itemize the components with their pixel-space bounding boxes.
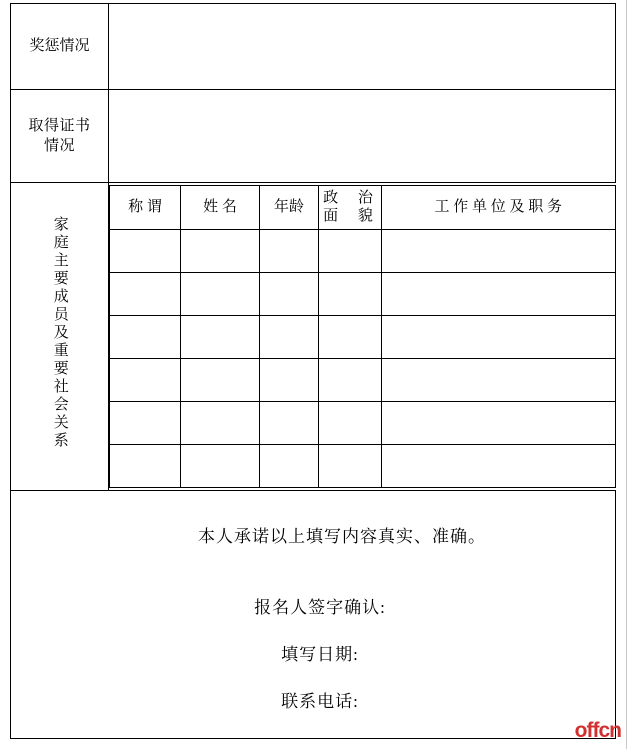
header-political-status bbox=[319, 186, 382, 230]
header-age: 年龄 bbox=[260, 186, 319, 230]
certificate-label-cell bbox=[11, 90, 109, 183]
cell-political-status[interactable] bbox=[319, 445, 382, 488]
header-workplace-position: 工 作 单 位 及 职 务 bbox=[382, 186, 616, 230]
table-row bbox=[110, 230, 616, 273]
cell-workplace[interactable] bbox=[382, 230, 616, 273]
cell-age[interactable] bbox=[260, 359, 319, 402]
header-political-line2: 面 貌 bbox=[323, 208, 381, 225]
certificate-label-line2: 情况 bbox=[43, 138, 75, 154]
table-row bbox=[110, 316, 616, 359]
table-row-award bbox=[11, 4, 616, 90]
cell-name[interactable] bbox=[181, 273, 260, 316]
promise-text: 本人承诺以上填写内容真实、准确。 bbox=[198, 527, 486, 546]
cell-age[interactable] bbox=[260, 316, 319, 359]
application-form-sheet bbox=[10, 3, 616, 743]
cell-political-status[interactable] bbox=[319, 359, 382, 402]
family-label: 家庭主要成员及重要社会关系 bbox=[51, 216, 68, 451]
page-edge-line bbox=[626, 0, 634, 749]
family-table-header-row bbox=[110, 186, 616, 230]
fill-date-line[interactable]: 填写日期: bbox=[281, 644, 359, 664]
cell-name[interactable] bbox=[181, 230, 260, 273]
certificate-label-line1: 取得证书 bbox=[28, 117, 91, 134]
offcn-watermark-logo bbox=[575, 719, 621, 743]
header-political-line1: 政 治 bbox=[323, 189, 381, 206]
table-row bbox=[110, 273, 616, 316]
cell-relation[interactable] bbox=[110, 273, 181, 316]
cell-political-status[interactable] bbox=[319, 273, 382, 316]
cell-relation[interactable] bbox=[110, 316, 181, 359]
cell-age[interactable] bbox=[260, 273, 319, 316]
cell-relation[interactable] bbox=[110, 402, 181, 445]
cell-relation[interactable] bbox=[110, 359, 181, 402]
cell-workplace[interactable] bbox=[382, 359, 616, 402]
cell-workplace[interactable] bbox=[382, 316, 616, 359]
table-row-statement bbox=[11, 491, 616, 739]
watermark-text: offcn bbox=[574, 719, 621, 742]
cell-name[interactable] bbox=[181, 402, 260, 445]
cell-workplace[interactable] bbox=[382, 273, 616, 316]
cell-name[interactable] bbox=[181, 359, 260, 402]
cell-political-status[interactable] bbox=[319, 316, 382, 359]
family-table-cell bbox=[109, 183, 616, 491]
cell-age[interactable] bbox=[260, 445, 319, 488]
cell-relation[interactable] bbox=[110, 445, 181, 488]
family-members-table bbox=[109, 185, 616, 488]
table-row bbox=[110, 402, 616, 445]
cell-workplace[interactable] bbox=[382, 402, 616, 445]
cell-age[interactable] bbox=[260, 230, 319, 273]
certificate-value-cell[interactable] bbox=[109, 90, 616, 183]
header-name: 姓 名 bbox=[181, 186, 260, 230]
cell-workplace[interactable] bbox=[382, 445, 616, 488]
cell-name[interactable] bbox=[181, 445, 260, 488]
cell-political-status[interactable] bbox=[319, 230, 382, 273]
table-row bbox=[110, 445, 616, 488]
table-row-family bbox=[11, 183, 616, 491]
table-row-certificate bbox=[11, 90, 616, 183]
phone-line[interactable]: 联系电话: bbox=[281, 691, 359, 711]
application-form-table bbox=[10, 3, 616, 739]
family-label-cell bbox=[11, 183, 109, 491]
award-label-cell bbox=[11, 4, 109, 90]
award-value-cell[interactable] bbox=[109, 4, 616, 90]
cell-relation[interactable] bbox=[110, 230, 181, 273]
signature-line[interactable]: 报名人签字确认: bbox=[254, 597, 386, 617]
cell-name[interactable] bbox=[181, 316, 260, 359]
cell-age[interactable] bbox=[260, 402, 319, 445]
cell-political-status[interactable] bbox=[319, 402, 382, 445]
table-row bbox=[110, 359, 616, 402]
header-relation: 称 谓 bbox=[110, 186, 181, 230]
award-label: 奖惩情况 bbox=[29, 38, 90, 55]
statement-cell bbox=[11, 491, 616, 739]
